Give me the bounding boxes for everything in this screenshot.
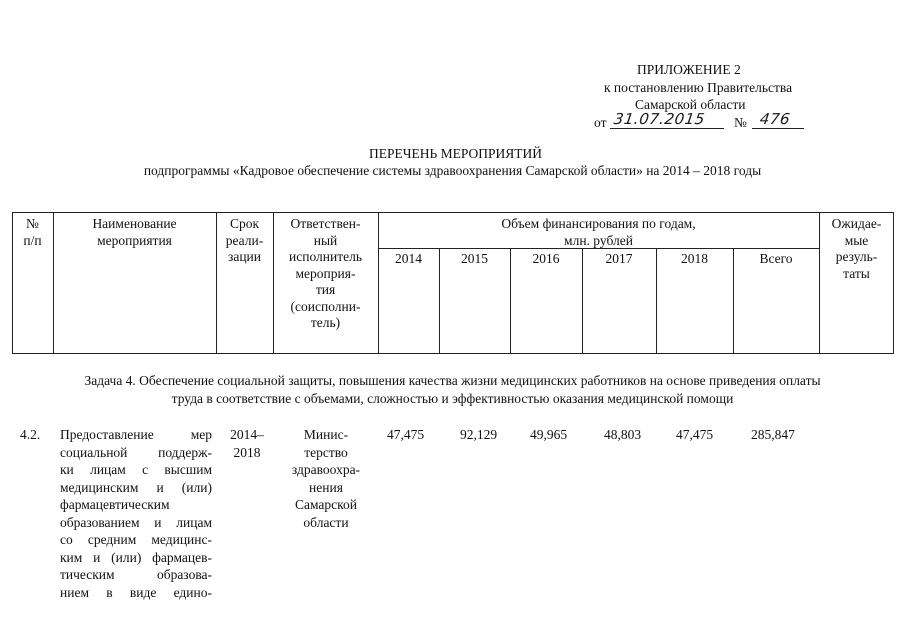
row-name-line: со средним медицинс- — [60, 532, 212, 547]
row-name-line: социальной поддерж- — [60, 444, 212, 460]
header-funding: Объем финансирования по годам, млн. рублей — [501, 216, 696, 248]
header-total: Всего — [759, 251, 793, 266]
header-year: 2016 — [532, 251, 560, 266]
appendix-number: 476 — [758, 110, 792, 128]
header-year: 2017 — [605, 251, 633, 266]
date-underline — [610, 128, 724, 129]
row-responsible: Минис- терство здравоохра- нения Самарской области — [291, 427, 361, 530]
appendix-number-label: № — [734, 115, 747, 130]
row-name-line: фармацевтическим — [60, 497, 170, 512]
number-underline — [752, 128, 804, 129]
header-year: 2014 — [395, 251, 422, 266]
document-subtitle: подпрограммы «Кадровое обеспечение системы здравоохранения Самарской области» на 2014 – 2018 годы — [143, 163, 762, 178]
header-name: Наименование мероприятия — [92, 216, 177, 248]
appendix-date: 31.07.2015 — [612, 110, 707, 128]
value-2016: 49,965 — [530, 427, 568, 442]
row-name-line: образованием и лицам — [60, 514, 212, 530]
header-results: Ожидае- мые резуль- таты — [831, 216, 882, 281]
row-name-line: ким и (или) фармацев- — [60, 549, 212, 565]
value-2014: 47,475 — [387, 427, 425, 442]
task-heading-line-1: Задача 4. Обеспечение социальной защиты, повышения качества жизни медицинских работников на основе приведения оплаты — [84, 373, 821, 388]
task-heading-line-2: труда в соответствие с объемами, сложностью и эффективностью оказания медицинской помощи — [171, 391, 734, 406]
header-year: 2015 — [461, 251, 488, 266]
header-responsible: Ответствен- ный исполнитель мероприя- тия (соисполни- тель) — [289, 216, 362, 330]
header-year: 2018 — [681, 251, 708, 266]
value-2017: 48,803 — [604, 427, 642, 442]
row-name-line: медицинским и (или) — [60, 479, 212, 495]
row-name-line: Предоставление мер — [60, 427, 212, 442]
appendix-line-1: к постановлению Правительства — [604, 80, 793, 95]
appendix-from-label: от — [594, 115, 607, 130]
document-title: ПЕРЕЧЕНЬ МЕРОПРИЯТИЙ — [368, 146, 543, 161]
appendix-title: ПРИЛОЖЕНИЕ 2 — [637, 62, 741, 77]
row-number: 4.2. — [20, 427, 41, 442]
value-total: 285,847 — [751, 427, 795, 442]
value-2015: 92,129 — [460, 427, 498, 442]
header-num: № п/п — [23, 216, 42, 248]
row-name — [60, 426, 212, 601]
row-name-line: ки лицам с высшим — [60, 462, 212, 477]
row-term: 2014– 2018 — [230, 427, 264, 460]
row-name-line: нием в виде едино- — [60, 584, 212, 600]
value-2018: 47,475 — [676, 427, 714, 442]
row-name-line: тическим образова- — [60, 567, 212, 582]
appendix-line-2: Самарской области — [635, 97, 746, 112]
header-term: Срок реали- зации — [225, 216, 264, 264]
